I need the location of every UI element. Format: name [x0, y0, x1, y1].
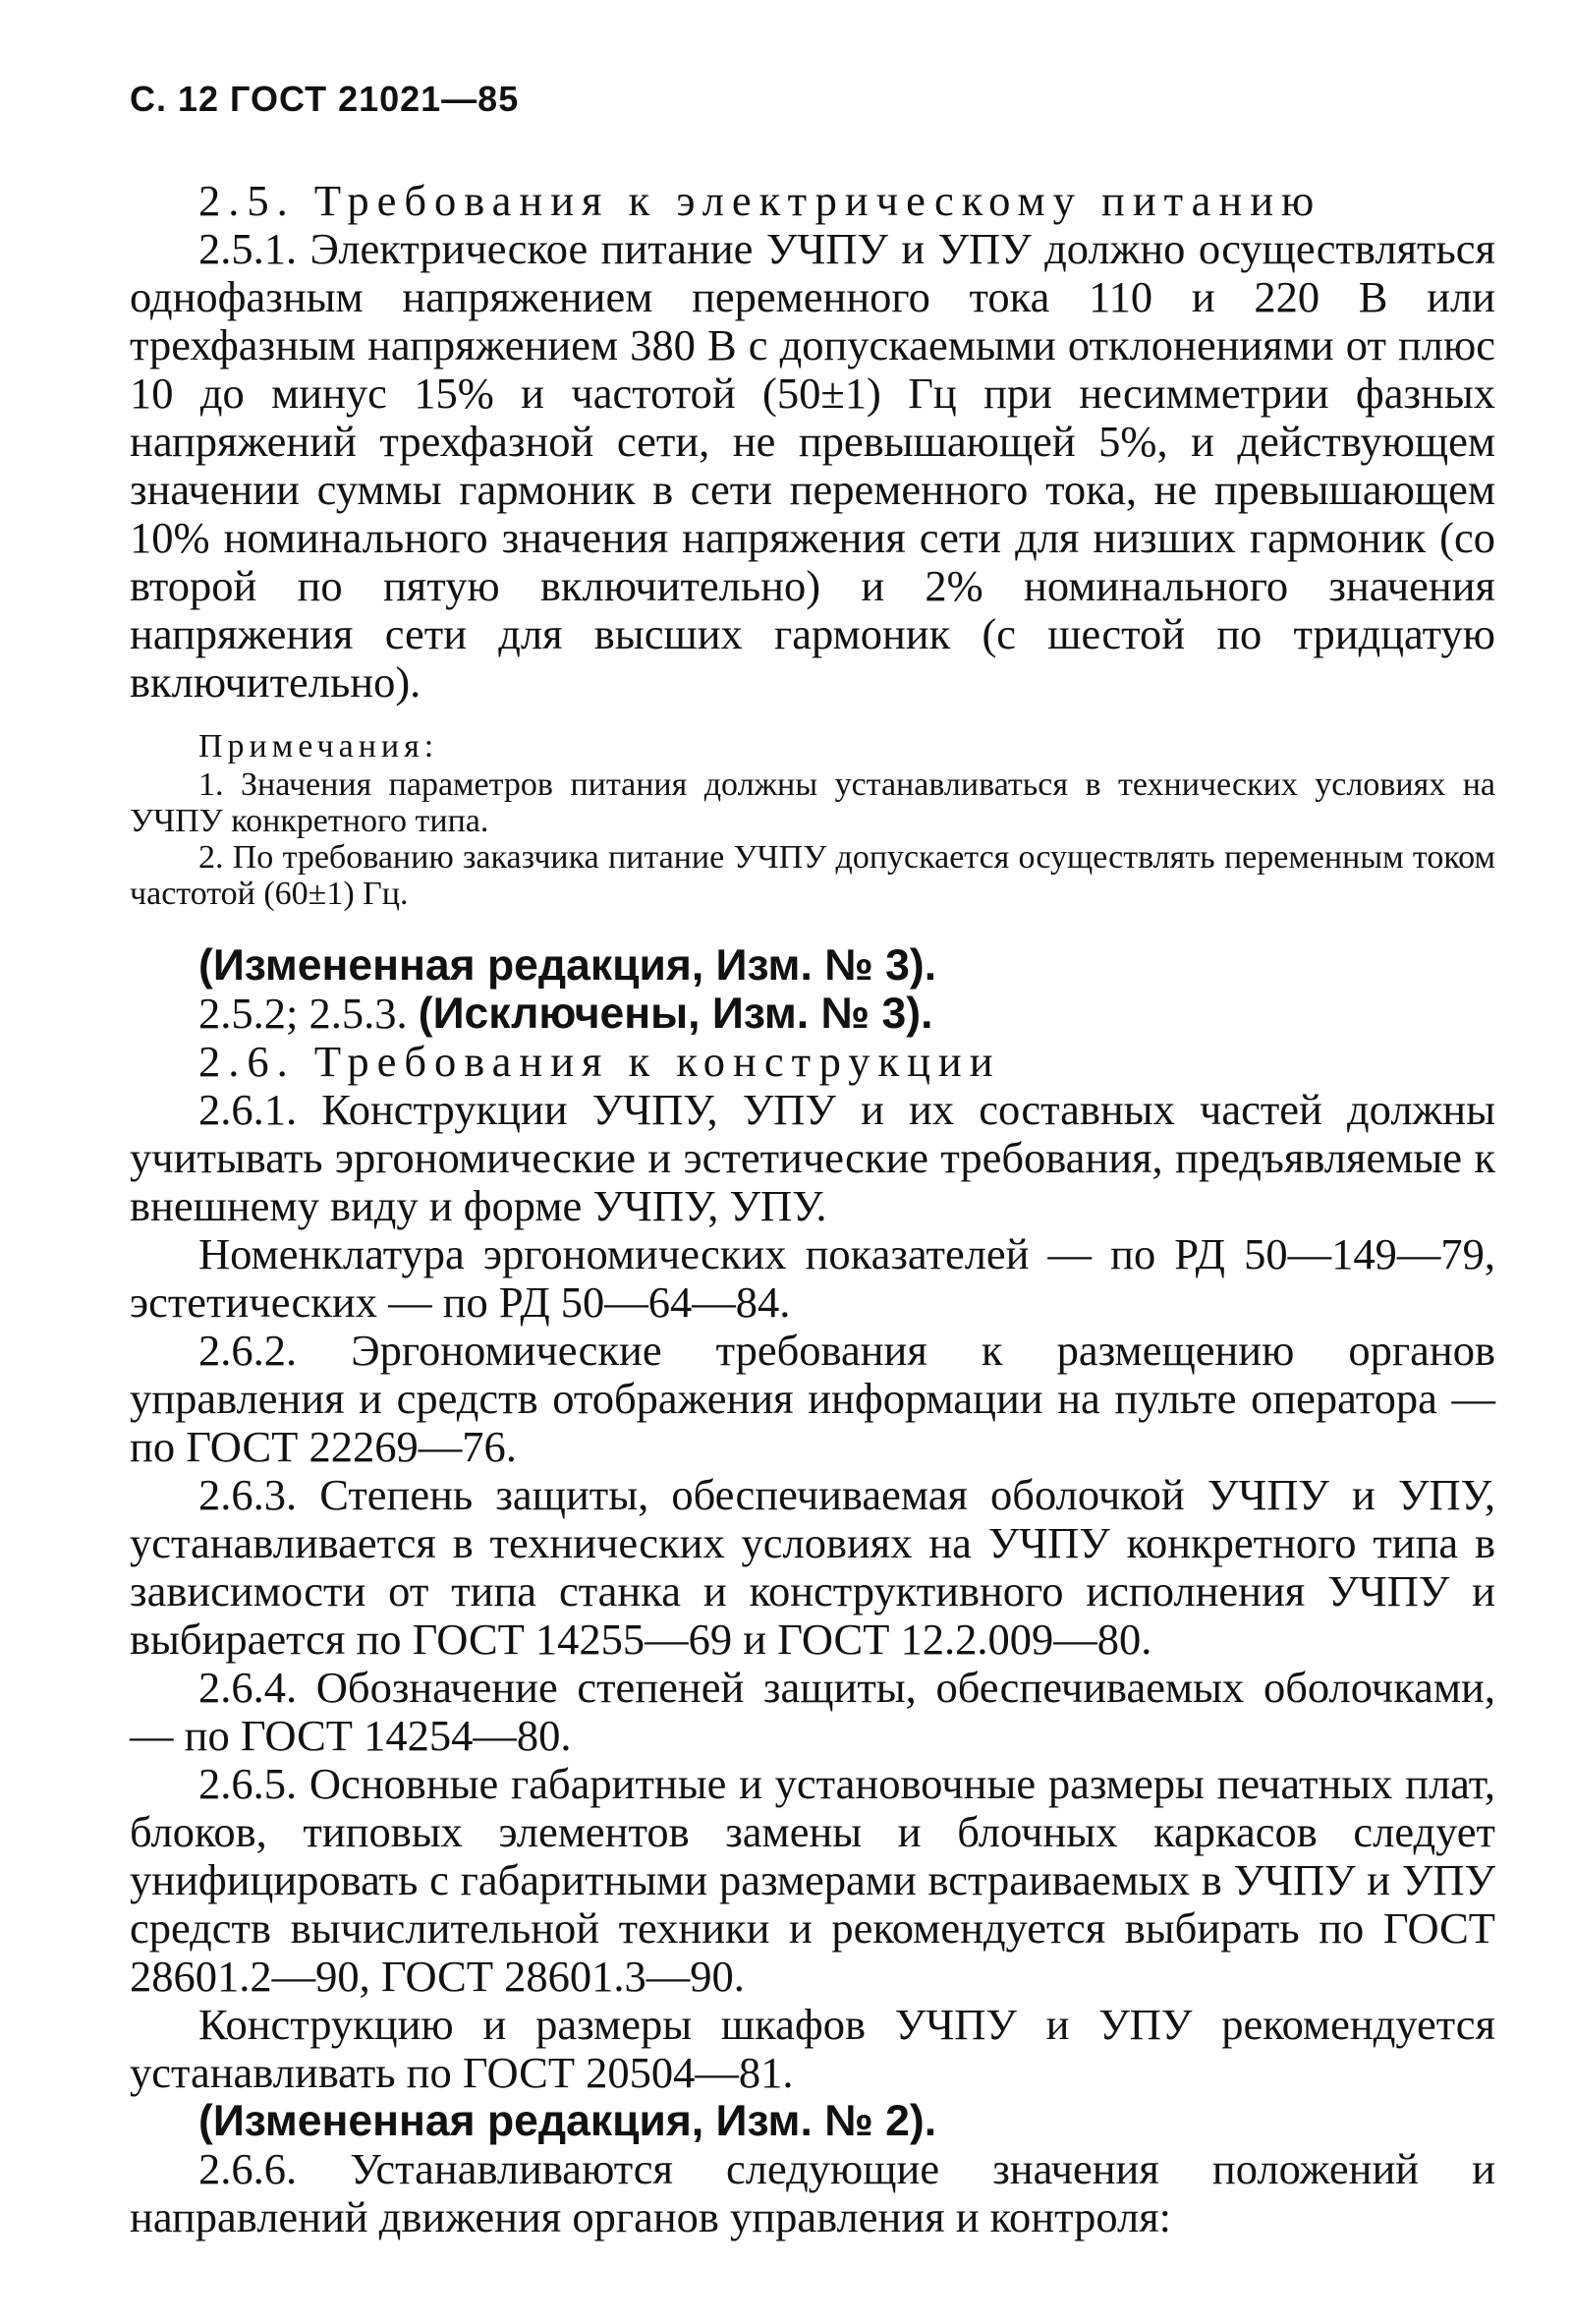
section-2-6-5: 2.6.5. Основные габаритные и установочные размеры печатных плат, блоков, типовых элементов замены и блочных каркасов следует унифицировать с габаритными размерами встраиваемых в УЧПУ и УПУ средств вычислительной техники и рекомендуется выбирать по ГОСТ 28601.2—90, ГОСТ 28601.3—90. [130, 1759, 1495, 2001]
section-2-5-2-number: 2.5.2; 2.5.3. [198, 989, 419, 1038]
section-2-6-1: 2.6.1. Конструкции УЧПУ, УПУ и их составных частей должны учитывать эргономические и эстетические требования, предъявляемые к внешнему виду и форме УЧПУ, УПУ. [130, 1085, 1495, 1230]
notes-block [130, 728, 1495, 912]
document-page [130, 79, 1495, 2241]
change-note-2: (Измененная редакция, Изм. № 2). [198, 2097, 937, 2145]
section-2-6-4: 2.6.4. Обозначение степеней защиты, обеспечиваемых оболочками, — по ГОСТ 14254—80. [130, 1663, 1495, 1760]
section-2-5-2 [130, 990, 1495, 1038]
section-2-5-title: 2.5. Требования к электрическому питанию [198, 176, 1322, 225]
section-2-6-5-cabinets: Конструкцию и размеры шкафов УЧПУ и УПУ рекомендуется устанавливать по ГОСТ 20504—81. [130, 2000, 1495, 2097]
section-2-5-1: 2.5.1. Электрическое питание УЧПУ и УПУ должно осуществляться однофазным напряжением переменного тока 110 и 220 В или трехфазным напряжением 380 В с допускаемыми отклонениями от плюс 10 до минус 15% и частотой (50±1) Гц при несимметрии фазных напряжений трехфазной сети, не превышающей 5%, и действующем значении суммы гармоник в сети переменного тока, не превышающем 10% номинального значения напряжения сети для низших гармоник (со второй по пятую включительно) и 2% номинального значения напряжения сети для высших гармоник (с шестой по тридцатую включительно). [130, 224, 1495, 707]
section-2-6-1-nomenclature: Номенклатура эргономических показателей — по РД 50—149—79, эстетических — по РД 50—64—84. [130, 1229, 1495, 1327]
section-2-6-2: 2.6.2. Эргономические требования к размещению органов управления и средств отображения информации на пульте оператора — по ГОСТ 22269—76. [130, 1326, 1495, 1471]
section-2-6-6: 2.6.6. Устанавливаются следующие значения положений и направлений движения органов управления и контроля: [130, 2144, 1495, 2241]
page-header: С. 12 ГОСТ 21021—85 [130, 79, 520, 119]
section-2-5-2-excluded: (Исключены, Изм. № 3). [418, 990, 933, 1038]
section-2-6-3: 2.6.3. Степень защиты, обеспечиваемая оболочкой УЧПУ и УПУ, устанавливается в технических условиях на УЧПУ конкретного типа в зависимости от типа станка и конструктивного исполнения УЧПУ и выбирается по ГОСТ 14255—69 и ГОСТ 12.2.009—80. [130, 1470, 1495, 1664]
note-1: 1. Значения параметров питания должны устанавливаться в технических условиях на УЧПУ конкретного типа. [130, 766, 1495, 839]
section-2-6-title: 2.6. Требования к конструкции [198, 1037, 1001, 1086]
change-note-3: (Измененная редакция, Изм. № 3). [198, 941, 937, 990]
note-2: 2. По требованию заказчика питание УЧПУ допускается осуществлять переменным током частотой (60±1) Гц. [130, 839, 1495, 912]
notes-title: Примечания: [198, 728, 439, 765]
